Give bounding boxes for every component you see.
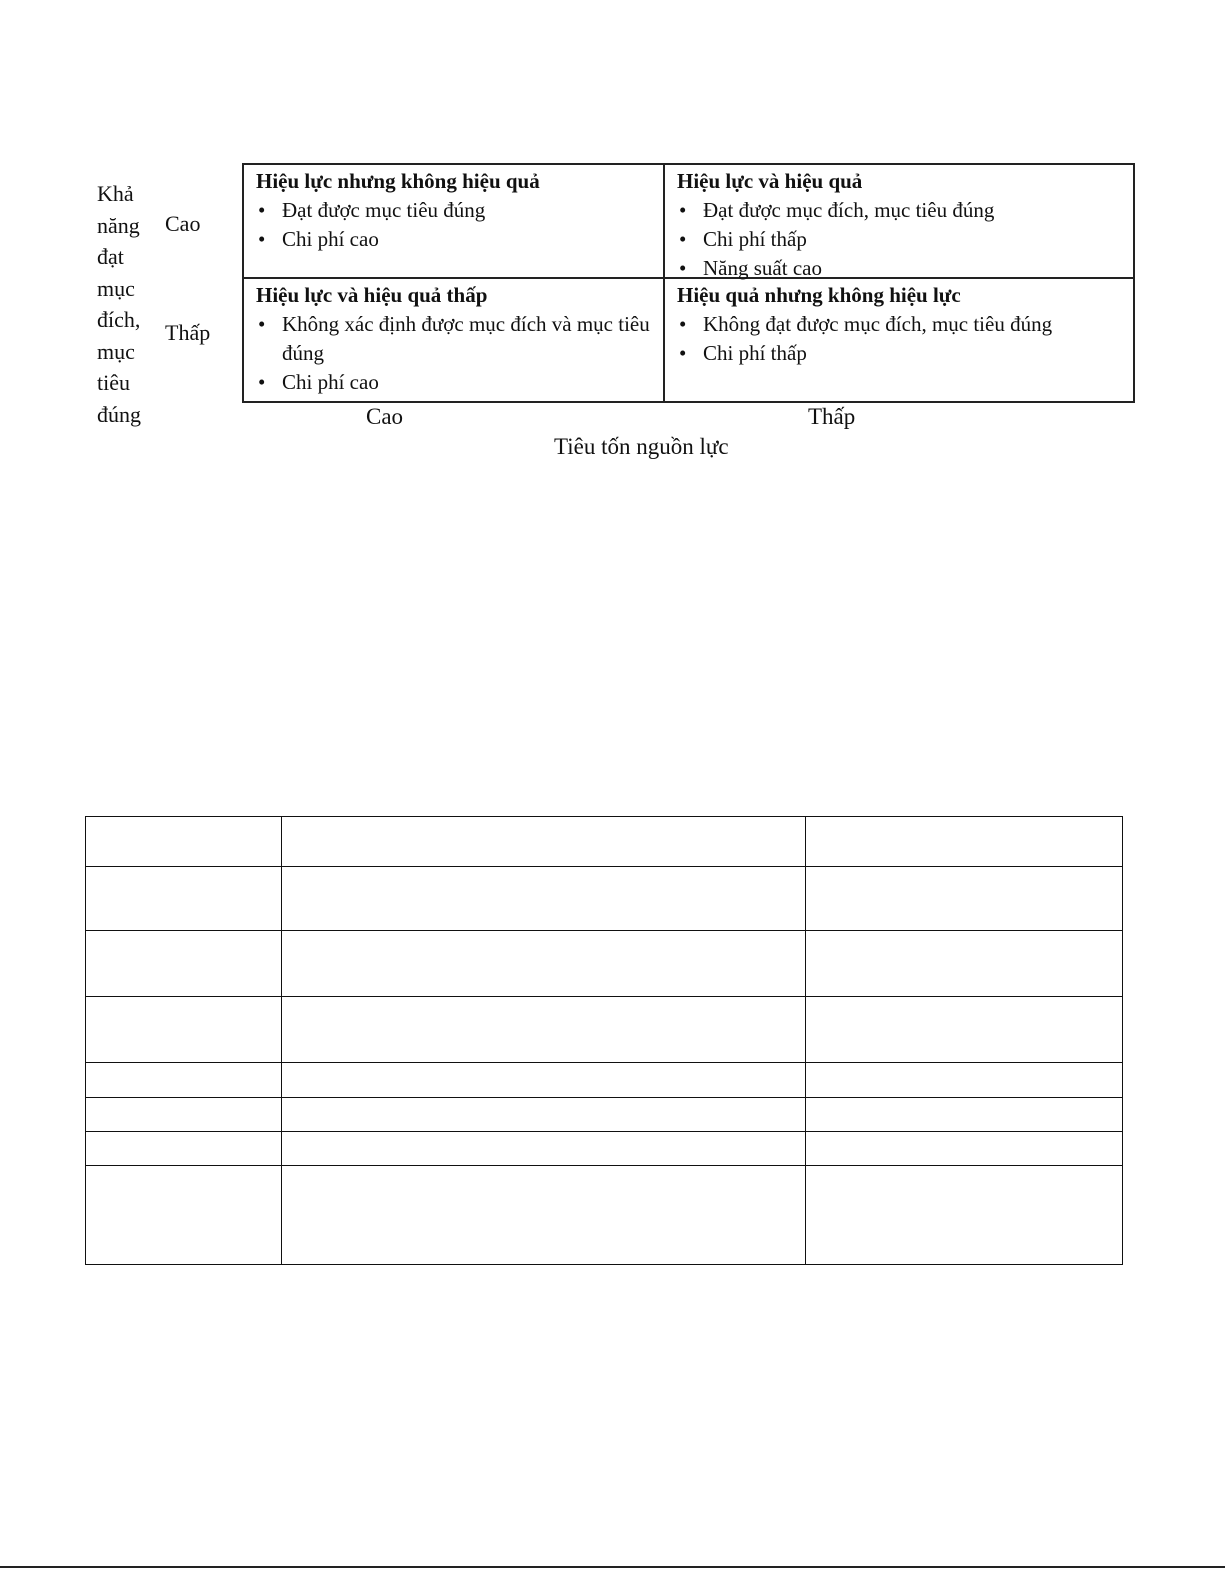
table-cell bbox=[806, 1063, 1123, 1098]
table-cell bbox=[806, 1132, 1123, 1166]
page-bottom-rule bbox=[0, 1566, 1225, 1568]
empty-table bbox=[85, 816, 1123, 1265]
quadrant-item: • Không xác định được mục đích và mục tiêu đúng bbox=[256, 310, 651, 368]
y-level-low: Thấp bbox=[165, 320, 211, 345]
table-row bbox=[86, 1166, 1123, 1265]
table-cell bbox=[86, 1132, 282, 1166]
table-cell bbox=[282, 997, 806, 1063]
y-axis-label-line: tiêu bbox=[97, 370, 130, 395]
y-axis-label-line: đích, bbox=[97, 307, 141, 332]
table-cell bbox=[282, 817, 806, 867]
quadrant-title: Hiệu lực và hiệu quả bbox=[677, 169, 863, 193]
table-cell bbox=[806, 997, 1123, 1063]
quadrant-bottom-right bbox=[665, 279, 1133, 401]
x-axis-label: Tiêu tốn nguồn lực bbox=[554, 434, 729, 459]
table-row bbox=[86, 931, 1123, 997]
table-row bbox=[86, 1098, 1123, 1132]
table-cell bbox=[806, 931, 1123, 997]
table-row bbox=[86, 1132, 1123, 1166]
table-cell bbox=[86, 1063, 282, 1098]
x-level-high: Cao bbox=[366, 404, 404, 429]
efficiency-effectiveness-matrix bbox=[242, 163, 1135, 403]
quadrant-top-right bbox=[665, 165, 1133, 279]
table-cell bbox=[86, 867, 282, 931]
table-cell bbox=[282, 1063, 806, 1098]
y-axis-label-line: năng bbox=[97, 212, 140, 238]
quadrant-title: Hiệu lực nhưng không hiệu quả bbox=[256, 169, 540, 193]
y-axis-label-line: mục bbox=[97, 338, 135, 364]
quadrant-item: • Chi phí thấp bbox=[677, 339, 1121, 368]
quadrant-item: • Không đạt được mục đích, mục tiêu đúng bbox=[677, 310, 1121, 339]
table-cell bbox=[282, 1098, 806, 1132]
table-cell bbox=[806, 817, 1123, 867]
quadrant-item: • Chi phí thấp bbox=[677, 225, 1121, 254]
table-row bbox=[86, 1063, 1123, 1098]
quadrant-title: Hiệu quả nhưng không hiệu lực bbox=[677, 283, 961, 307]
table-row bbox=[86, 867, 1123, 931]
quadrant-top-left bbox=[244, 165, 665, 279]
table-cell bbox=[86, 1098, 282, 1132]
quadrant-bottom-left bbox=[244, 279, 665, 401]
quadrant-item: • Đạt được mục tiêu đúng bbox=[256, 196, 651, 225]
table-cell bbox=[806, 1166, 1123, 1265]
y-axis-label-line: Khả bbox=[97, 181, 134, 206]
y-axis-label-line: mục bbox=[97, 275, 135, 301]
quadrant-list bbox=[256, 196, 651, 254]
table-cell bbox=[282, 931, 806, 997]
quadrant-item: • Chi phí cao bbox=[256, 368, 651, 397]
table-cell bbox=[86, 997, 282, 1063]
quadrant-title: Hiệu lực và hiệu quả thấp bbox=[256, 283, 488, 307]
quadrant-item: • Đạt được mục đích, mục tiêu đúng bbox=[677, 196, 1121, 225]
table-cell bbox=[806, 1098, 1123, 1132]
y-axis-label-line: đạt bbox=[97, 244, 124, 269]
y-level-high: Cao bbox=[165, 211, 201, 236]
table-cell bbox=[806, 867, 1123, 931]
y-axis-label bbox=[97, 178, 157, 430]
table-cell bbox=[282, 1166, 806, 1265]
y-axis-label-line: đúng bbox=[97, 401, 141, 427]
quadrant-item: • Chi phí cao bbox=[256, 225, 651, 254]
quadrant-item: • Năng suất cao bbox=[677, 254, 1121, 283]
table-cell bbox=[86, 1166, 282, 1265]
quadrant-list bbox=[256, 310, 651, 397]
table-cell bbox=[282, 1132, 806, 1166]
table-cell bbox=[86, 931, 282, 997]
quadrant-list bbox=[677, 196, 1121, 283]
x-level-low: Thấp bbox=[808, 404, 856, 429]
table-row bbox=[86, 997, 1123, 1063]
table-cell bbox=[282, 867, 806, 931]
table-cell bbox=[86, 817, 282, 867]
quadrant-list bbox=[677, 310, 1121, 368]
table-row bbox=[86, 817, 1123, 867]
